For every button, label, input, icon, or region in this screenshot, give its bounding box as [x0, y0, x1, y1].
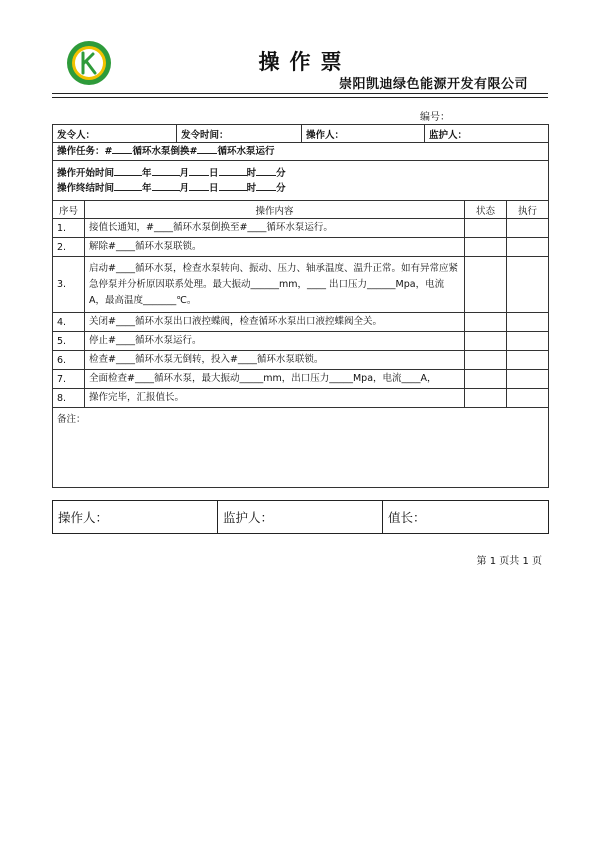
table-row — [53, 219, 549, 238]
step-execute-cell[interactable] — [507, 219, 549, 238]
signature-table — [52, 500, 549, 534]
table-row — [53, 257, 549, 313]
step-execute-cell[interactable] — [507, 389, 549, 408]
footer-shift-leader-field[interactable]: 值长： — [383, 501, 549, 534]
step-content: 检查#____循环水泵无倒转，投入#____循环水泵联锁。 — [85, 351, 465, 370]
end-time-line: 操作终结时间 年 月 日 时 分 — [57, 182, 286, 194]
step-execute-cell[interactable] — [507, 332, 549, 351]
step-content: 启动#____循环水泵，检查水泵转向、振动、压力、轴承温度、温升正常。如有异常应紧急停泵并分析原因联系处理。最大振动______mm，____ 出口压力______Mpa，电流A，最高温度_______℃。 — [85, 257, 465, 313]
step-status-cell[interactable] — [465, 238, 507, 257]
step-status-cell[interactable] — [465, 351, 507, 370]
table-row — [53, 370, 549, 389]
operation-form-table — [52, 124, 549, 488]
remarks-field[interactable] — [53, 408, 549, 488]
step-execute-cell[interactable] — [507, 351, 549, 370]
footer-operator-field[interactable]: 操作人： — [53, 501, 218, 534]
operator-field[interactable]: 操作人： — [302, 125, 425, 143]
step-content: 操作完毕，汇报值长。 — [85, 389, 465, 408]
step-content: 全面检查#____循环水泵，最大振动_____mm，出口压力_____Mpa，电流____A， — [85, 370, 465, 389]
remarks-label: 备注： — [57, 414, 86, 425]
task-row — [53, 143, 549, 161]
step-status-cell[interactable] — [465, 389, 507, 408]
footer-guardian-field[interactable]: 监护人： — [218, 501, 383, 534]
issuer-field[interactable]: 发令人： — [53, 125, 177, 143]
time-row — [53, 161, 549, 201]
step-execute-cell[interactable] — [507, 238, 549, 257]
step-seq: 5. — [53, 332, 85, 351]
step-content: 停止#____循环水泵运行。 — [85, 332, 465, 351]
col-header-status: 状态 — [465, 201, 507, 219]
step-seq: 7. — [53, 370, 85, 389]
column-header-row — [53, 201, 549, 219]
step-status-cell[interactable] — [465, 219, 507, 238]
step-seq: 8. — [53, 389, 85, 408]
table-row — [53, 313, 549, 332]
table-row — [53, 389, 549, 408]
step-execute-cell[interactable] — [507, 313, 549, 332]
meta-row — [53, 125, 549, 143]
step-status-cell[interactable] — [465, 370, 507, 389]
step-seq: 1. — [53, 219, 85, 238]
guardian-field[interactable]: 监护人： — [425, 125, 549, 143]
table-row — [53, 332, 549, 351]
step-status-cell[interactable] — [465, 313, 507, 332]
header-rule-thick — [52, 93, 548, 94]
serial-number-label: 编号： — [420, 112, 450, 123]
step-status-cell[interactable] — [465, 257, 507, 313]
header-rule-thin — [52, 97, 548, 98]
start-time-line: 操作开始时间 年 月 日 时 分 — [57, 167, 286, 179]
step-seq: 4. — [53, 313, 85, 332]
step-content: 关闭#____循环水泵出口液控蝶阀，检查循环水泵出口液控蝶阀全关。 — [85, 313, 465, 332]
task-field[interactable]: 操作任务：# 循环水泵倒换# 循环水泵运行 — [53, 143, 549, 161]
company-name: 崇阳凯迪绿色能源开发有限公司 — [338, 77, 528, 92]
page-title: 操作票 — [258, 49, 352, 74]
step-execute-cell[interactable] — [507, 257, 549, 313]
step-seq: 6. — [53, 351, 85, 370]
step-seq: 3. — [53, 257, 85, 313]
step-status-cell[interactable] — [465, 332, 507, 351]
step-seq: 2. — [53, 238, 85, 257]
col-header-seq: 序号 — [53, 201, 85, 219]
page-number: 第 1 页共 1 页 — [476, 556, 542, 567]
step-content: 解除#____循环水泵联锁。 — [85, 238, 465, 257]
table-row — [53, 351, 549, 370]
step-execute-cell[interactable] — [507, 370, 549, 389]
remarks-row — [53, 408, 549, 488]
table-row — [53, 238, 549, 257]
step-content: 接值长通知，#____循环水泵倒换至#____循环水泵运行。 — [85, 219, 465, 238]
col-header-execute: 执行 — [507, 201, 549, 219]
time-fields[interactable] — [53, 161, 549, 201]
col-header-content: 操作内容 — [85, 201, 465, 219]
issue-time-field[interactable]: 发令时间： — [177, 125, 302, 143]
